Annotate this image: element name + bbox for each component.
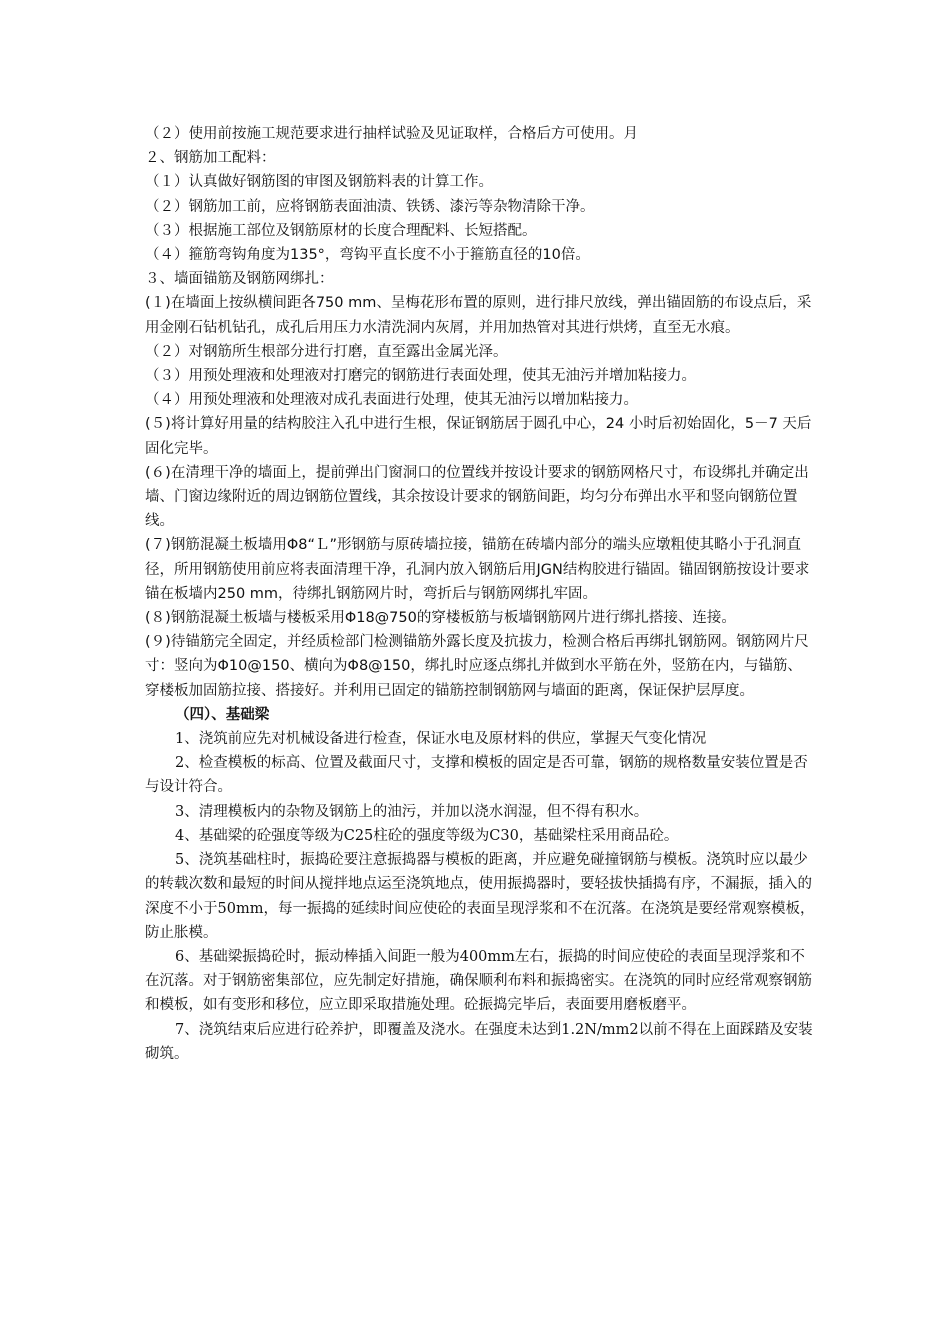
paragraph: （１）认真做好钢筋图的审图及钢筋料表的计算工作。 [145, 174, 493, 191]
paragraph: (６)在清理干净的墙面上，提前弹出门窗洞口的位置线并按设计要求的钢筋网格尺寸，布设绑扎并确定出墙、门窗边缘附近的周边钢筋位置线，其余按设计要求的钢筋间距，均匀分布弹出水平和竖向钢筋位置线。 [145, 464, 809, 530]
section-item: 3、清理模板内的杂物及钢筋上的油污，并加以浇水润湿，但不得有积水。 [175, 803, 649, 820]
paragraph: （２）使用前按施工规范要求进行抽样试验及见证取样，合格后方可使用。月 [145, 126, 638, 142]
subsection-title: ２、钢筋加工配料： [145, 150, 276, 167]
paragraph: (８)钢筋混凝土板墙与楼板采用Φ18@750的穿楼板筋与板墙钢筋网片进行绑扎搭接、连接。 [145, 610, 736, 627]
paragraph: （２）钢筋加工前，应将钢筋表面油渍、铁锈、漆污等杂物清除干净。 [145, 198, 595, 215]
section-item: 6、基础梁振捣砼时，振动棒插入间距一般为400mm左右，振捣的时间应使砼的表面呈现浮浆和不在沉落。对于钢筋密集部位，应先制定好措施，确保顺利布料和振捣密实。在浇筑的同时应经常观察钢筋和模板，如有变形和移位，应立即采取措施处理。砼振捣完毕后，表面要用磨板磨平。 [145, 948, 812, 1014]
paragraph: (９)待锚筋完全固定，并经质检部门检测锚筋外露长度及抗拔力，检测合格后再绑扎钢筋网。钢筋网片尺寸：竖向为Φ10@150、横向为Φ8@150，绑扎时应逐点绑扎并做到水平筋在外，竖筋在内，与锚筋、穿楼板加固筋拉接、搭接好。并利用已固定的锚筋控制钢筋网与墙面的距离，保证保护层厚度。 [145, 634, 809, 699]
document-body [145, 122, 815, 1066]
paragraph: （４）箍筋弯钩角度为135°，弯钩平直长度不小于箍筋直径的10倍。 [145, 247, 590, 264]
paragraph: (５)将计算好用量的结构胶注入孔中进行生根，保证钢筋居于圆孔中心，24 小时后初始固化，5－7 天后固化完毕。 [145, 416, 812, 457]
section-item: 5、浇筑基础柱时，振捣砼要注意振捣器与模板的距离，并应避免碰撞钢筋与模板。浇筑时应以最少的转载次数和最短的时间从搅拌地点运至浇筑地点，使用振捣器时，要轻拔快插捣有序，不漏振，插入的深度不小于50mm，每一振捣的延续时间应使砼的表面呈现浮浆和不在沉落。在浇筑是要经常观察模板，防止胀模。 [145, 852, 815, 941]
paragraph: （３）根据施工部位及钢筋原材的长度合理配料、长短搭配。 [145, 222, 537, 239]
paragraph: (７)钢筋混凝土板墙用Φ8“Ｌ”形钢筋与原砖墙拉接，锚筋在砖墙内部分的端头应墩粗使其略小于孔洞直径，所用钢筋使用前应将表面清理干净，孔洞内放入钢筋后用JGN结构胶进行锚固。锚固钢筋按设计要求锚在板墙内250 mm，待绑扎钢筋网片时，弯折后与钢筋网绑扎牢固。 [145, 537, 810, 602]
subsection-title: ３、墙面锚筋及钢筋网绑扎： [145, 271, 334, 288]
paragraph: （４）用预处理液和处理液对成孔表面进行处理，使其无油污以增加粘接力。 [145, 392, 638, 409]
section-item: 4、基础梁的砼强度等级为C25柱砼的强度等级为C30，基础梁柱采用商品砼。 [175, 827, 679, 844]
section-item: 2、检查模板的标高、位置及截面尺寸，支撑和模板的固定是否可靠，钢筋的规格数量安装位置是否与设计符合。 [145, 755, 808, 796]
paragraph: （３）用预处理液和处理液对打磨完的钢筋进行表面处理，使其无油污并增加粘接力。 [145, 368, 696, 385]
paragraph: (１)在墙面上按纵横间距各750 mm、呈梅花形布置的原则，进行排尺放线，弹出锚固筋的布设点后，采用金刚石钻机钻孔，成孔后用压力水清洗洞内灰屑，并用加热管对其进行烘烤，直至无水痕。 [145, 295, 812, 336]
paragraph: （２）对钢筋所生根部分进行打磨，直至露出金属光泽。 [145, 343, 508, 360]
section-item: 1、浇筑前应先对机械设备进行检查，保证水电及原材料的供应，掌握天气变化情况 [175, 731, 707, 748]
section-item: 7、浇筑结束后应进行砼养护，即覆盖及浇水。在强度未达到1.2N/mm2以前不得在上面踩踏及安装砌筑。 [145, 1021, 813, 1062]
section-heading: （四）、基础梁 [175, 706, 270, 723]
